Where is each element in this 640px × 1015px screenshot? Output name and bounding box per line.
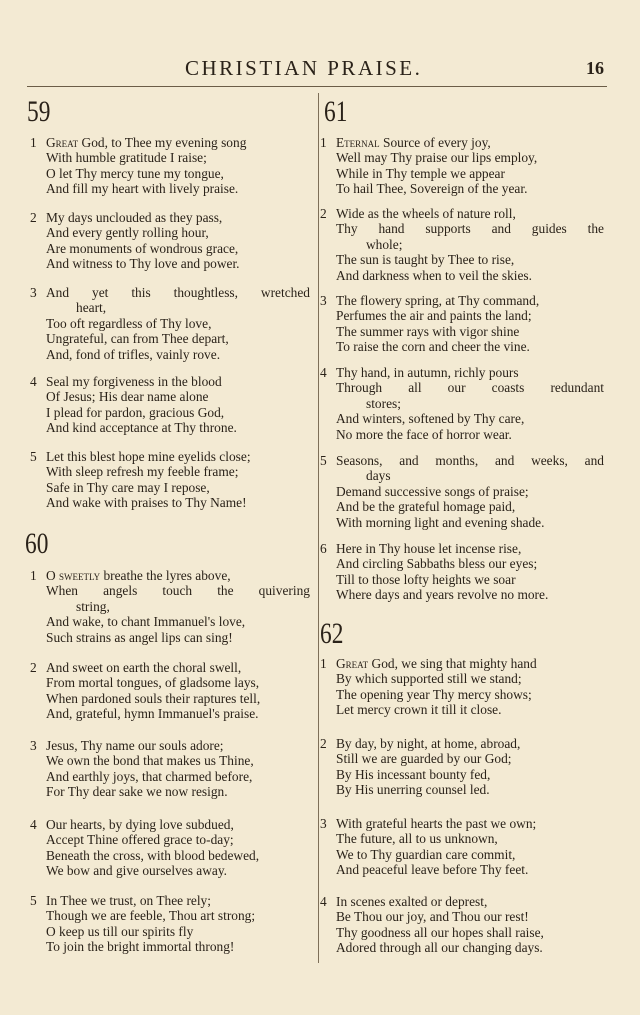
- stanza-line: To join the bright immortal throng!: [46, 939, 235, 955]
- stanza-first-line: In scenes exalted or deprest,: [336, 894, 488, 909]
- stanza-line-continued: stores;: [366, 395, 401, 411]
- stanza: [320, 816, 606, 878]
- stanza-line: By His incessant bounty fed,: [336, 766, 491, 782]
- stanza-line: And wake with praises to Thy Name!: [46, 495, 247, 511]
- stanza: [320, 293, 606, 355]
- page-number: 16: [586, 58, 604, 78]
- stanza-number: 3: [320, 293, 327, 308]
- stanza-number: 2: [30, 210, 37, 225]
- stanza-first-line: Here in Thy house let incense rise,: [336, 541, 522, 556]
- stanza-number: 2: [320, 736, 327, 751]
- stanza-line: Safe in Thy care may I repose,: [46, 479, 210, 495]
- stanza-line: The future, all to us unknown,: [336, 831, 498, 847]
- stanza: [320, 453, 606, 530]
- stanza-number: 3: [30, 285, 37, 300]
- stanza-line: And kind acceptance at Thy throne.: [46, 420, 237, 436]
- stanza-first-line: With grateful hearts the past we own;: [336, 816, 537, 831]
- stanza-line: No more the face of horror wear.: [336, 426, 512, 442]
- stanza: [30, 817, 312, 879]
- stanza-line: Are monuments of wondrous grace,: [46, 240, 239, 256]
- stanza-number: 4: [320, 894, 327, 909]
- stanza-line: O keep us till our spirits fly: [46, 923, 194, 939]
- stanza-line: And winters, softened by Thy care,: [336, 411, 525, 427]
- hymn-number: 61: [324, 95, 348, 128]
- stanza-line: Such strains as angel lips can sing!: [46, 629, 233, 645]
- hymn-number: 59: [27, 95, 51, 128]
- stanza-number: 4: [30, 374, 37, 389]
- stanza-number: 4: [320, 365, 327, 380]
- stanza: [320, 894, 606, 956]
- stanza-first-line: By day, by night, at home, abroad,: [336, 736, 521, 751]
- stanza-first-line: The flowery spring, at Thy command,: [336, 293, 540, 308]
- stanza: [30, 210, 312, 272]
- stanza-line: Still we are guarded by our God;: [336, 751, 512, 767]
- hymn-incipit: Eternal: [336, 135, 380, 150]
- column-divider: [318, 93, 319, 963]
- stanza-line: While in Thy temple we appear: [336, 165, 505, 181]
- stanza-line: With sleep refresh my feeble frame;: [46, 464, 239, 480]
- stanza-first-line: Let this blest hope mine eyelids close;: [46, 449, 251, 464]
- stanza-line: And, grateful, hymn Immanuel's praise.: [46, 706, 259, 722]
- stanza-line: O let Thy mercy tune my tongue,: [46, 165, 224, 181]
- stanza-line: Till to those lofty heights we soar: [336, 571, 516, 587]
- stanza-line: I plead for pardon, gracious God,: [46, 404, 225, 420]
- hymn-incipit: Great: [46, 135, 79, 150]
- stanza: [30, 449, 312, 511]
- stanza-line: The opening year Thy mercy shows;: [336, 686, 532, 702]
- stanza-line: By which supported still we stand;: [336, 671, 522, 687]
- stanza-first-line: My days unclouded as they pass,: [46, 210, 223, 225]
- stanza-line: And be the grateful homage paid,: [336, 499, 516, 515]
- stanza-line: We to Thy guardian care commit,: [336, 846, 516, 862]
- stanza-line: Of Jesus; His dear name alone: [46, 389, 209, 405]
- stanza-line: We own the bond that makes us Thine,: [46, 753, 254, 769]
- stanza-first-line: And sweet on earth the choral swell,: [46, 660, 242, 675]
- stanza-line: From mortal tongues, of gladsome lays,: [46, 675, 260, 691]
- stanza-first-line: Seal my forgiveness in the blood: [46, 374, 222, 389]
- stanza-first-line: God, we sing that mighty hand: [368, 656, 537, 671]
- stanza-first-line: breathe the lyres above,: [100, 568, 231, 583]
- stanza-line: When angels touch the quivering: [46, 583, 310, 599]
- stanza-number: 1: [320, 135, 327, 150]
- stanza-line: Thy goodness all our hopes shall raise,: [336, 924, 544, 940]
- stanza-number: 2: [30, 660, 37, 675]
- stanza: [320, 365, 606, 442]
- stanza-line: Ungrateful, can from Thee depart,: [46, 331, 229, 347]
- stanza-line: With humble gratitude I raise;: [46, 150, 207, 166]
- stanza-number: 3: [320, 816, 327, 831]
- stanza-line-continued: heart,: [76, 300, 107, 316]
- stanza-line: Though we are feeble, Thou art strong;: [46, 908, 256, 924]
- stanza-line: Thy hand supports and guides the: [336, 221, 604, 237]
- stanza: [320, 206, 606, 283]
- stanza-first-line: Jesus, Thy name our souls adore;: [46, 738, 224, 753]
- stanza: [30, 568, 312, 645]
- stanza-number: 1: [30, 135, 37, 150]
- stanza-line: And, fond of trifles, vainly rove.: [46, 346, 221, 362]
- stanza: [30, 285, 312, 362]
- stanza-line: By His unerring counsel led.: [336, 782, 490, 798]
- stanza: [30, 660, 312, 722]
- stanza-number: 5: [30, 893, 37, 908]
- stanza-first-line: Source of every joy,: [379, 135, 491, 150]
- stanza-line: And witness to Thy love and power.: [46, 256, 240, 272]
- stanza-number: 5: [320, 453, 327, 468]
- stanza-first-line: God, to Thee my evening song: [78, 135, 247, 150]
- stanza-line: And circling Sabbaths bless our eyes;: [336, 556, 538, 572]
- stanza-line: And wake, to chant Immanuel's love,: [46, 614, 246, 630]
- stanza-line: For Thy dear sake we now resign.: [46, 784, 228, 800]
- stanza-line: When pardoned souls their raptures tell,: [46, 690, 261, 706]
- hymn-incipit: Great: [336, 656, 369, 671]
- stanza-line: Well may Thy praise our lips employ,: [336, 150, 538, 166]
- stanza-number: 1: [320, 656, 327, 671]
- hymn-number: 60: [25, 527, 49, 560]
- stanza-line: Be Thou our joy, and Thou our rest!: [336, 909, 529, 925]
- stanza-line: Adored through all our changing days.: [336, 940, 543, 956]
- stanza-first-line: And yet this thoughtless, wretched: [46, 285, 310, 300]
- stanza: [30, 135, 312, 197]
- stanza-line: And peaceful leave before Thy feet.: [336, 862, 529, 878]
- stanza-first-line: Seasons, and months, and weeks, and: [336, 453, 604, 468]
- stanza-line: To raise the corn and cheer the vine.: [336, 339, 530, 355]
- stanza: [30, 893, 312, 955]
- stanza-number: 4: [30, 817, 37, 832]
- stanza-line: Accept Thine offered grace to-day;: [46, 832, 234, 848]
- stanza-first-line: Our hearts, by dying love subdued,: [46, 817, 234, 832]
- stanza-line: Let mercy crown it till it close.: [336, 702, 502, 718]
- stanza-first-line: Thy hand, in autumn, richly pours: [336, 365, 519, 380]
- hymn-incipit: O sweetly: [46, 568, 101, 583]
- stanza-line: To hail Thee, Sovereign of the year.: [336, 181, 528, 197]
- stanza-line: We bow and give ourselves away.: [46, 863, 228, 879]
- page-header: [0, 56, 640, 86]
- header-rule: [27, 86, 607, 87]
- stanza: [30, 738, 312, 800]
- stanza-line-continued: days: [366, 468, 391, 484]
- stanza-line: Through all our coasts redundant: [336, 380, 604, 396]
- stanza: [320, 736, 606, 798]
- stanza-number: 1: [30, 568, 37, 583]
- stanza-line: The sun is taught by Thee to rise,: [336, 252, 515, 268]
- stanza: [320, 135, 606, 197]
- stanza: [320, 541, 606, 603]
- stanza-line: And darkness when to veil the skies.: [336, 267, 532, 283]
- stanza-line: Demand successive songs of praise;: [336, 483, 529, 499]
- stanza-line: And earthly joys, that charmed before,: [46, 768, 253, 784]
- stanza-first-line: Wide as the wheels of nature roll,: [336, 206, 516, 221]
- stanza-line-continued: whole;: [366, 236, 403, 252]
- stanza-line: With morning light and evening shade.: [336, 514, 545, 530]
- stanza-line: Where days and years revolve no more.: [336, 587, 549, 603]
- stanza: [30, 374, 312, 436]
- stanza-line: And every gently rolling hour,: [46, 225, 209, 241]
- stanza-number: 2: [320, 206, 327, 221]
- stanza-number: 6: [320, 541, 327, 556]
- stanza-first-line: In Thee we trust, on Thee rely;: [46, 893, 211, 908]
- running-title: CHRISTIAN PRAISE.: [185, 56, 423, 80]
- stanza-line: And fill my heart with lively praise.: [46, 181, 239, 197]
- stanza-number: 3: [30, 738, 37, 753]
- stanza-line: Beneath the cross, with blood bedewed,: [46, 847, 260, 863]
- stanza-line-continued: string,: [76, 598, 110, 614]
- stanza-line: Perfumes the air and paints the land;: [336, 308, 532, 324]
- stanza-line: Too oft regardless of Thy love,: [46, 315, 212, 331]
- stanza-number: 5: [30, 449, 37, 464]
- stanza: [320, 656, 606, 718]
- stanza-line: The summer rays with vigor shine: [336, 323, 520, 339]
- hymn-number: 62: [320, 617, 344, 650]
